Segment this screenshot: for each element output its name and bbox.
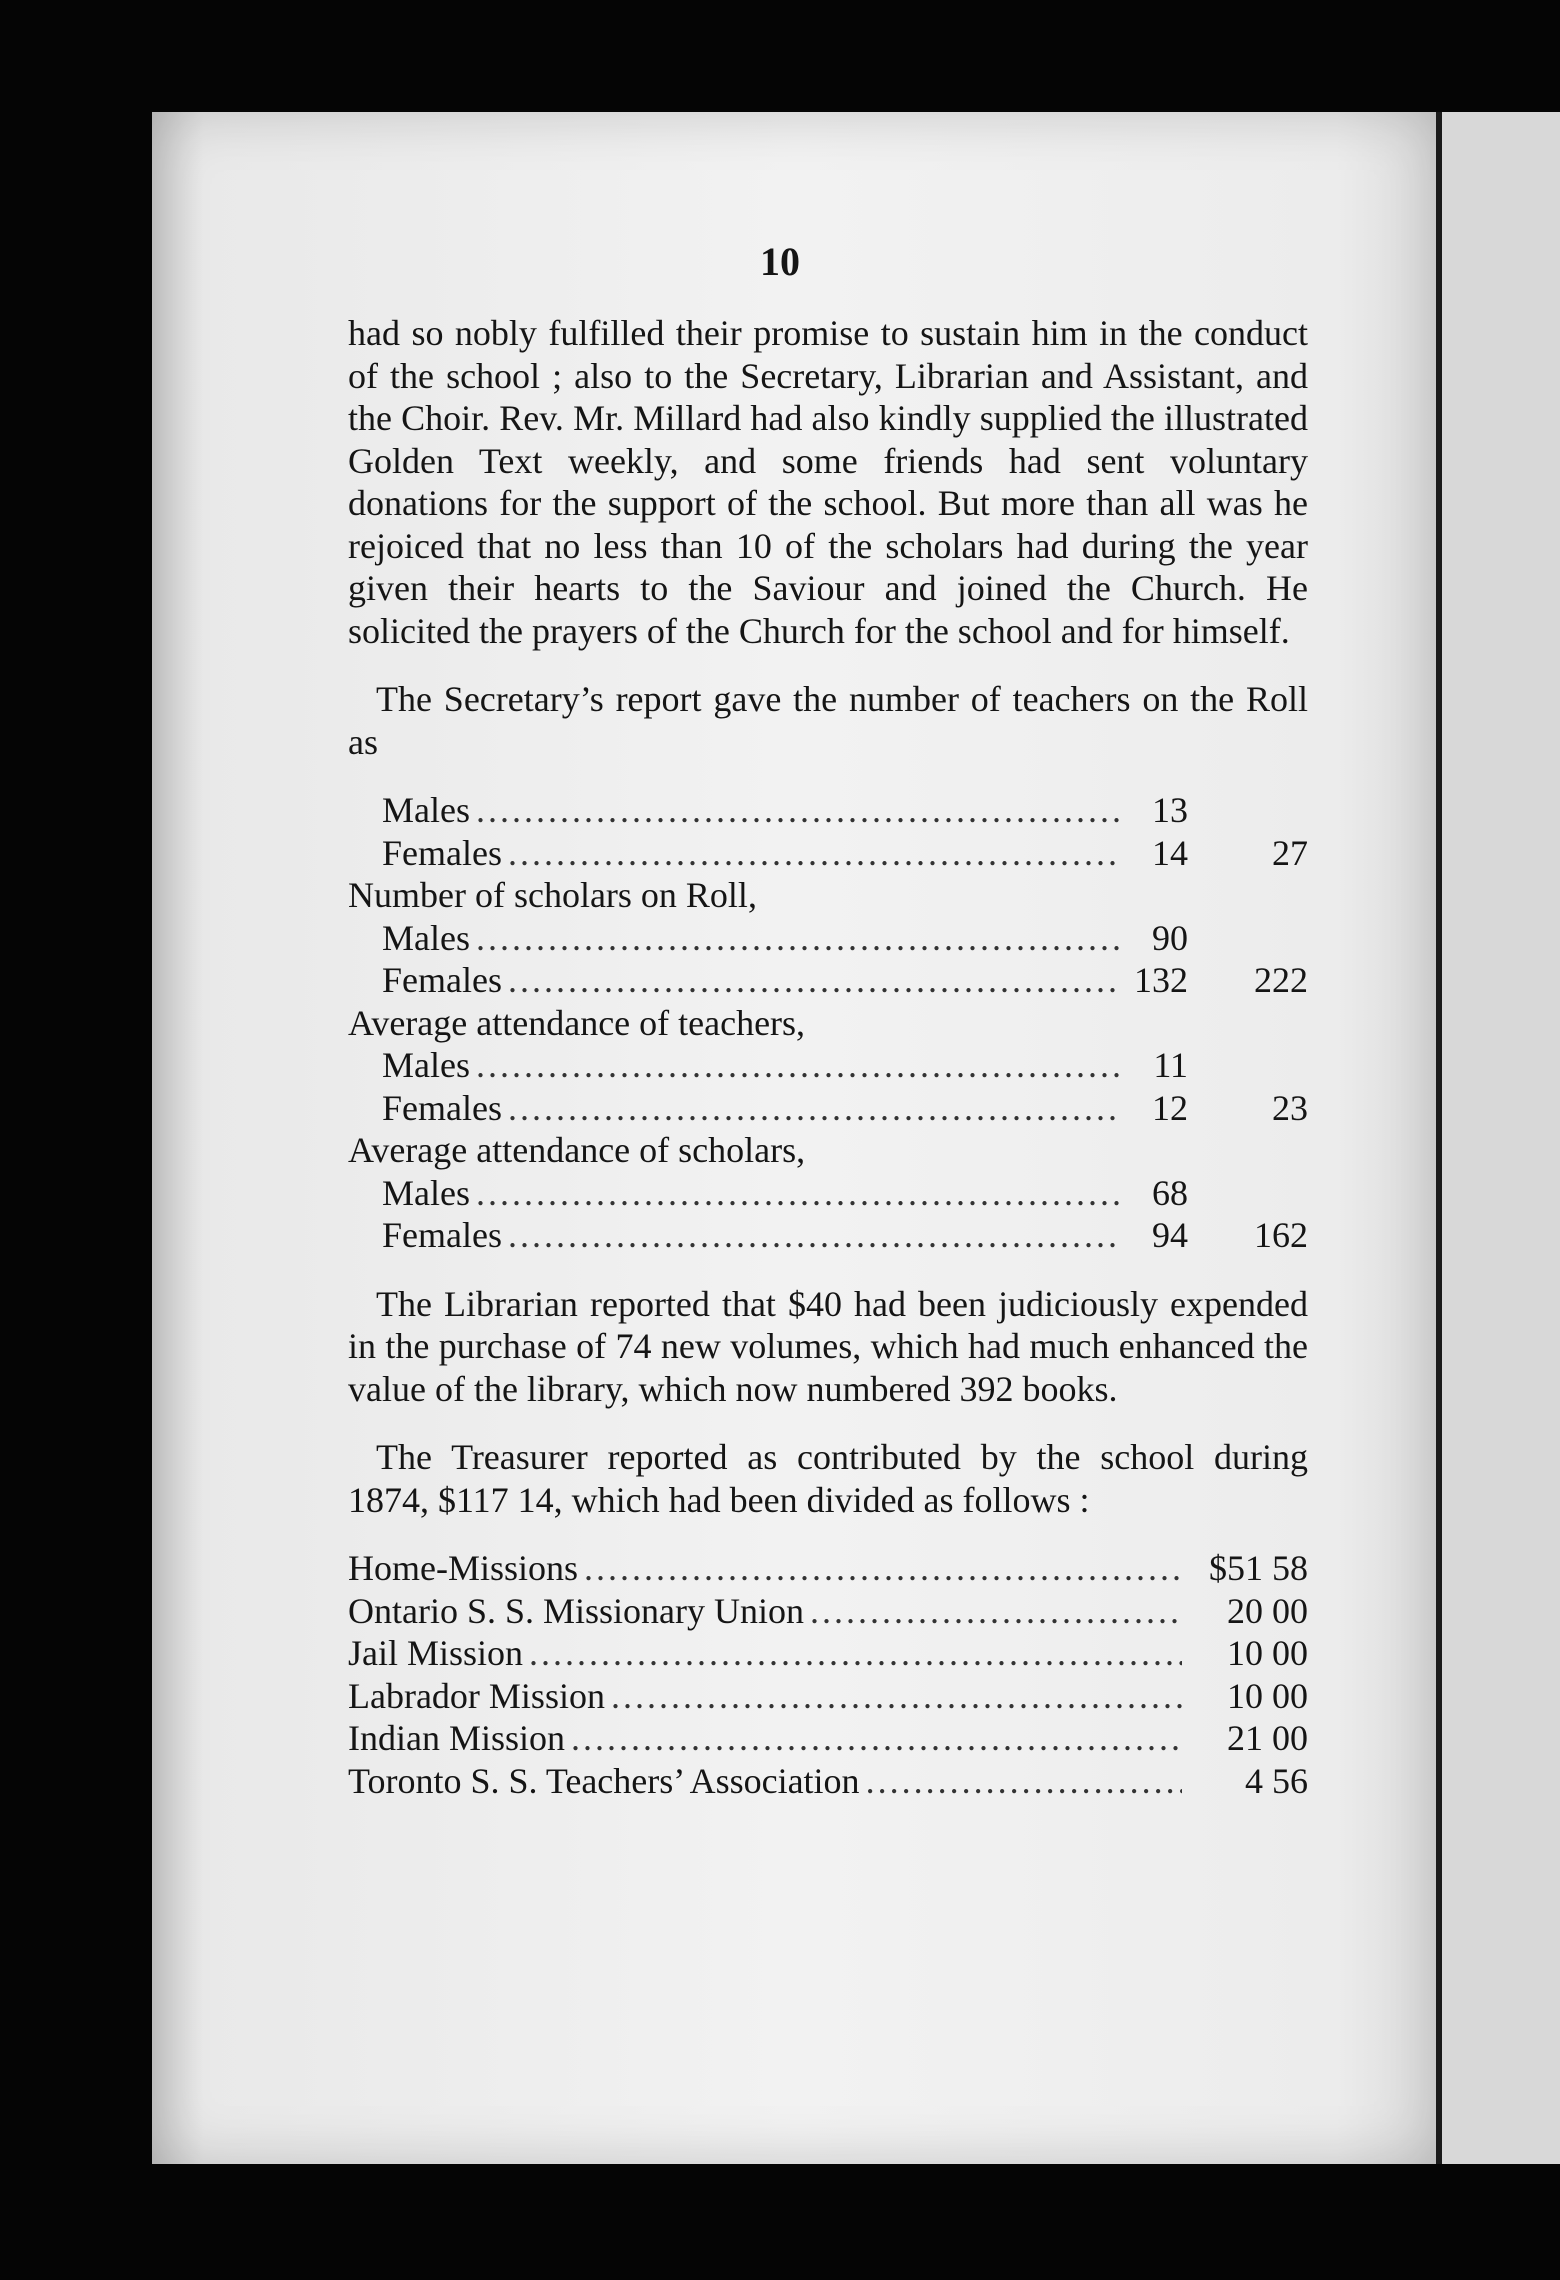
row-total: 162 bbox=[1254, 1215, 1308, 1255]
table-section-heading bbox=[348, 1002, 1308, 1045]
leader-dots bbox=[584, 1547, 1182, 1590]
table-row bbox=[348, 832, 1308, 875]
row-amount: 10 00 bbox=[1227, 1675, 1308, 1716]
row-value: 90 bbox=[1152, 917, 1188, 958]
row-label: Home-Missions bbox=[348, 1548, 579, 1588]
row-value: 94 bbox=[1152, 1215, 1188, 1255]
leader-dots bbox=[476, 789, 1120, 832]
section-heading: Number of scholars on Roll, bbox=[348, 875, 757, 915]
row-label: Males bbox=[382, 1172, 470, 1213]
row-total: 222 bbox=[1254, 960, 1308, 1000]
paragraph-superintendent-report: had so nobly fulfilled their promise to sustain him in the conduct of the school ; also to the Secretary, Librarian and Assistant, and the Choir. Rev. Mr. Millard had also kindly supplied the illustrated Golden Text weekly, and some friends had sent voluntary donations for the support of the school. But more than all was he rejoiced that no less than 10 of the scholars had during the year given their hearts to the Saviour and joined the Church. He solicited the prayers of the Church for the school and for himself. bbox=[348, 313, 1308, 651]
table-row bbox=[348, 1214, 1308, 1257]
section-heading: Average attendance of scholars, bbox=[348, 1130, 806, 1170]
table-row bbox=[348, 1547, 1308, 1590]
row-label: Jail Mission bbox=[348, 1633, 524, 1673]
table-row bbox=[348, 1590, 1308, 1633]
table-row bbox=[348, 789, 1308, 832]
row-amount: 4 56 bbox=[1245, 1760, 1308, 1801]
page-number: 10 bbox=[760, 239, 800, 284]
table-row bbox=[348, 1087, 1308, 1130]
paragraph-treasurer-report: The Treasurer reported as contributed by the school during 1874, $117 14, which had been divided as follows : bbox=[348, 1437, 1308, 1520]
row-label: Females bbox=[382, 960, 502, 1000]
leader-dots bbox=[508, 1087, 1120, 1130]
leader-dots bbox=[529, 1632, 1182, 1675]
table-row bbox=[348, 1717, 1308, 1760]
row-value: 12 bbox=[1152, 1087, 1188, 1128]
row-value: 11 bbox=[1153, 1045, 1188, 1085]
row-amount: 21 00 bbox=[1227, 1718, 1308, 1758]
contributions-table bbox=[348, 1547, 1308, 1802]
table-section-heading bbox=[348, 874, 1308, 917]
row-label: Males bbox=[382, 790, 470, 830]
row-label: Ontario S. S. Missionary Union bbox=[348, 1590, 805, 1631]
leader-dots bbox=[508, 832, 1120, 875]
row-total: 23 bbox=[1272, 1087, 1308, 1128]
row-label: Females bbox=[382, 832, 502, 873]
row-amount: $51 58 bbox=[1209, 1548, 1308, 1588]
leader-dots bbox=[476, 917, 1120, 960]
row-label: Females bbox=[382, 1215, 502, 1255]
row-value: 14 bbox=[1152, 832, 1188, 873]
row-value: 68 bbox=[1152, 1172, 1188, 1213]
row-label: Males bbox=[382, 1045, 470, 1085]
table-row bbox=[348, 959, 1308, 1002]
row-label: Females bbox=[382, 1087, 502, 1128]
table-row bbox=[348, 1760, 1308, 1803]
roll-table bbox=[348, 789, 1308, 1257]
table-row bbox=[348, 1632, 1308, 1675]
table-row bbox=[348, 917, 1308, 960]
leader-dots bbox=[611, 1675, 1182, 1718]
leader-dots bbox=[571, 1717, 1182, 1760]
row-value: 132 bbox=[1134, 960, 1188, 1000]
leader-dots bbox=[476, 1044, 1120, 1087]
leader-dots bbox=[508, 959, 1120, 1002]
table-row bbox=[348, 1172, 1308, 1215]
row-amount: 10 00 bbox=[1227, 1633, 1308, 1673]
facing-page-strip bbox=[1442, 112, 1560, 2164]
row-label: Males bbox=[382, 917, 470, 958]
row-value: 13 bbox=[1152, 790, 1188, 830]
paragraph-librarian-report: The Librarian reported that $40 had been judiciously expended in the purchase of 74 new volumes, which had much enhanced the value of the library, which now numbered 392 books. bbox=[348, 1283, 1308, 1409]
table-section-heading bbox=[348, 1129, 1308, 1172]
table-row bbox=[348, 1044, 1308, 1087]
row-amount: 20 00 bbox=[1227, 1590, 1308, 1631]
table-row bbox=[348, 1675, 1308, 1718]
section-heading: Average attendance of teachers, bbox=[348, 1002, 806, 1043]
row-label: Indian Mission bbox=[348, 1718, 566, 1758]
leader-dots bbox=[866, 1760, 1182, 1803]
leader-dots bbox=[476, 1172, 1120, 1215]
page-content bbox=[348, 312, 1308, 1802]
leader-dots bbox=[508, 1214, 1120, 1257]
row-label: Toronto S. S. Teachers’ Association bbox=[348, 1760, 860, 1801]
row-total: 27 bbox=[1272, 832, 1308, 873]
row-label: Labrador Mission bbox=[348, 1675, 605, 1716]
paragraph-secretary-report: The Secretary’s report gave the number of teachers on the Roll as bbox=[348, 679, 1308, 762]
leader-dots bbox=[810, 1590, 1182, 1633]
